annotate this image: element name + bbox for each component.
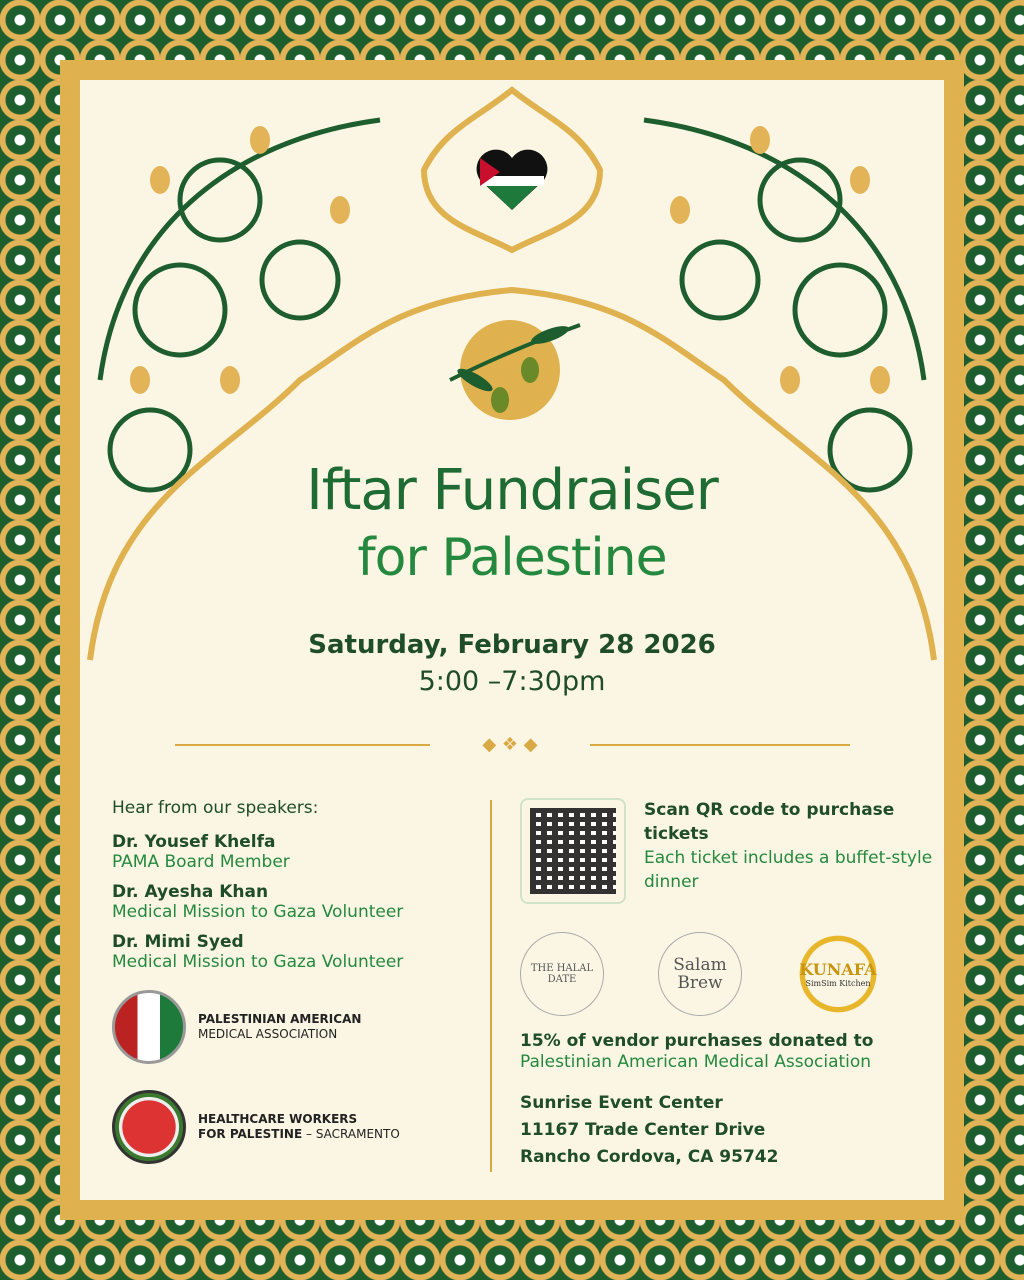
salam-brew-logo: Salam Brew — [658, 932, 742, 1016]
venue-city: Rancho Cordova, CA 95742 — [520, 1147, 779, 1167]
org-pama — [112, 990, 482, 1064]
speaker-role: Medical Mission to Gaza Volunteer — [112, 952, 404, 972]
vendor-logos — [520, 932, 880, 1016]
speaker-role: Medical Mission to Gaza Volunteer — [112, 902, 404, 922]
org-name: PALESTINIAN AMERICAN — [198, 1012, 362, 1026]
ticket-qr-code[interactable] — [520, 798, 626, 904]
speaker-name: Dr. Ayesha Khan — [112, 882, 269, 902]
speakers-section — [112, 798, 482, 1164]
donation-org: Palestinian American Medical Association — [520, 1052, 872, 1072]
org-name-2: MEDICAL ASSOCIATION — [198, 1027, 338, 1041]
speaker — [112, 832, 482, 872]
divider-ornament-icon: ◆ ❖ ◆ — [430, 734, 590, 755]
halal-date-logo: THE HALAL DATE — [520, 932, 604, 1016]
speaker — [112, 932, 482, 972]
speaker-role: PAMA Board Member — [112, 852, 290, 872]
event-title: Iftar Fundraiser — [306, 458, 718, 523]
event-date: Saturday, February 28 2026 — [308, 630, 716, 660]
event-subtitle: for Palestine — [357, 528, 667, 588]
kunafa-sub: SimSim Kitchen — [805, 979, 871, 988]
tickets-section — [520, 798, 940, 1171]
org-hwfp — [112, 1090, 482, 1164]
org-name: HEALTHCARE WORKERS — [198, 1112, 358, 1126]
pama-seal-logo — [112, 990, 186, 1064]
speakers-heading: Hear from our speakers: — [112, 798, 319, 818]
hwfp-seal-logo — [112, 1090, 186, 1164]
speaker-name: Dr. Mimi Syed — [112, 932, 244, 952]
donation-text: 15% of vendor purchases donated to — [520, 1031, 874, 1051]
venue-name: Sunrise Event Center — [520, 1093, 723, 1113]
kunafa-logo — [796, 932, 880, 1016]
event-time: 5:00 –7:30pm — [418, 666, 606, 697]
speaker-name: Dr. Yousef Khelfa — [112, 832, 276, 852]
org-name-2: FOR PALESTINE — [198, 1127, 303, 1141]
flyer-body — [80, 80, 944, 1200]
venue-street: 11167 Trade Center Drive — [520, 1120, 766, 1140]
column-divider — [490, 800, 492, 1172]
scan-qr-text: Scan QR code to purchase tickets — [644, 800, 895, 844]
ticket-includes-text: Each ticket includes a buffet-style dinner — [644, 848, 933, 892]
org-location: – SACRAMENTO — [302, 1127, 400, 1141]
kunafa-name: KUNAFA — [799, 960, 877, 979]
speaker — [112, 882, 482, 922]
